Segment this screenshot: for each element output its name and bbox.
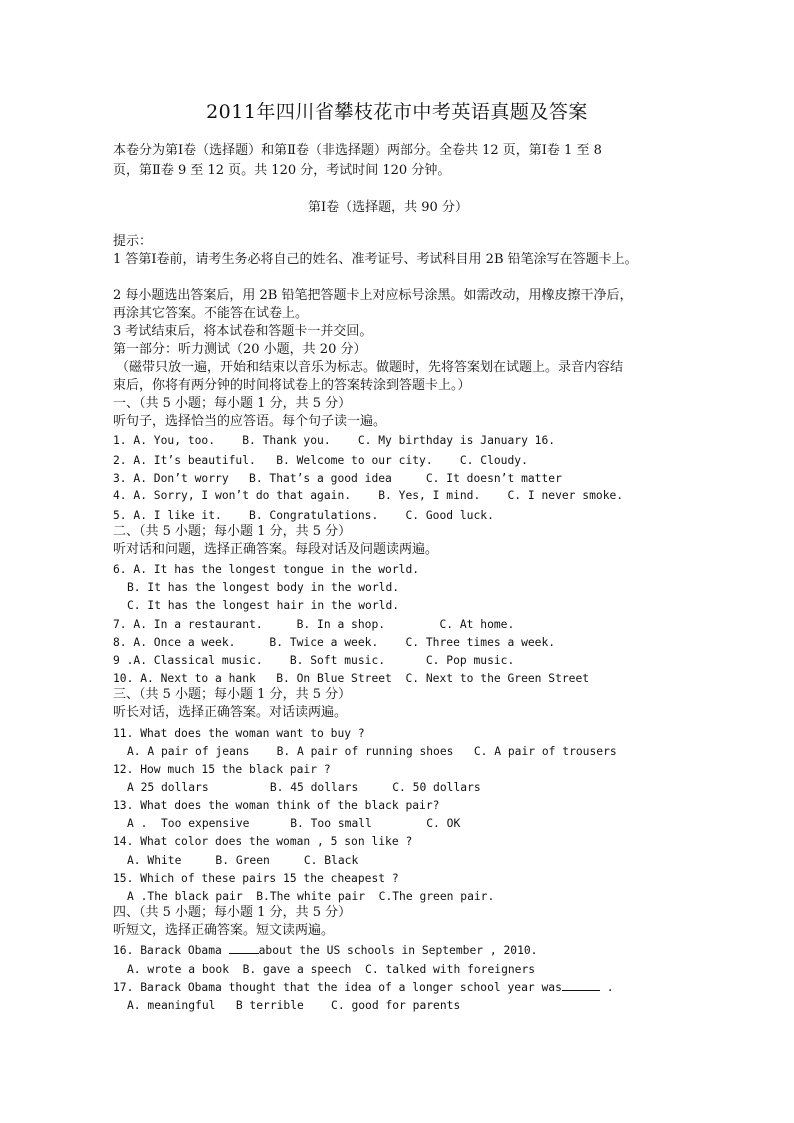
question-4: 4. A. Sorry, I won’t do that again. B. Yes, I mind. C. I never smoke. bbox=[113, 489, 624, 502]
section-3-instruction: 听长对话，选择正确答案。对话读两遍。 bbox=[113, 705, 348, 720]
question-8: 8. A. Once a week. B. Twice a week. C. Three times a week. bbox=[113, 636, 556, 649]
question-15-options: A .The black pair B.The white pair C.The green pair. bbox=[127, 890, 495, 903]
part-1-heading: 第一部分：听力测试（20 小题，共 20 分） bbox=[113, 342, 367, 357]
question-7: 7. A. In a restaurant. B. In a shop. C. At home. bbox=[113, 618, 515, 631]
intro-line-2: 页，第Ⅱ卷 9 至 12 页。共 120 分，考试时间 120 分钟。 bbox=[113, 163, 451, 178]
question-11-options: A. A pair of jeans B. A pair of running shoes C. A pair of trousers bbox=[127, 745, 617, 758]
question-9: 9 .A. Classical music. B. Soft music. C. Pop music. bbox=[113, 654, 515, 667]
question-1: 1. A. You, too. B. Thank you. C. My birthday is January 16. bbox=[113, 434, 556, 447]
question-12-options: A 25 dollars B. 45 dollars C. 50 dollars bbox=[127, 781, 481, 794]
question-16-stem-end: about the US schools in September , 2010. bbox=[258, 944, 538, 957]
section-2-instruction: 听对话和问题，选择正确答案。每段对话及问题读两遍。 bbox=[113, 542, 439, 557]
question-11: 11. What does the woman want to buy ? bbox=[113, 727, 365, 740]
section-1-heading: 一、（共 5 小题；每小题 1 分，共 5 分） bbox=[113, 396, 352, 411]
tip-1: 1 答第Ⅰ卷前，请考生务必将自己的姓名、准考证号、考试科目用 2B 铅笔涂写在答题卡上。 bbox=[113, 252, 638, 267]
section-1-instruction: 听句子，选择恰当的应答语。每个句子读一遍。 bbox=[113, 414, 387, 429]
question-15: 15. Which of these pairs 15 the cheapest ? bbox=[113, 872, 399, 885]
question-13: 13. What does the woman think of the black pair? bbox=[113, 799, 440, 812]
question-6-option-b: B. It has the longest body in the world. bbox=[127, 581, 400, 594]
question-13-options: A . Too expensive B. Too small C. OK bbox=[127, 817, 461, 830]
answer-blank bbox=[562, 980, 600, 991]
question-17-options: A. meaningful B terrible C. good for parents bbox=[127, 999, 461, 1012]
intro-line-1: 本卷分为第Ⅰ卷（选择题）和第Ⅱ卷（非选择题）两部分。全卷共 12 页，第Ⅰ卷 1 至 8 bbox=[113, 143, 602, 158]
question-2: 2. A. It’s beautiful. B. Welcome to our city. C. Cloudy. bbox=[113, 454, 528, 467]
question-16-stem-start: 16. Barack Obama bbox=[113, 944, 229, 957]
tips-label: 提示： bbox=[113, 234, 153, 249]
section-4-instruction: 听短文，选择正确答案。短文读两遍。 bbox=[113, 923, 335, 938]
question-17-stem-end: . bbox=[599, 981, 614, 994]
intro-paragraph bbox=[113, 141, 683, 181]
question-10: 10. A. Next to a hank B. On Blue Street C. Next to the Green Street bbox=[113, 672, 590, 685]
question-17 bbox=[113, 980, 614, 996]
question-16-options: A. wrote a book B. gave a speech C. talked with foreigners bbox=[127, 963, 536, 976]
question-17-stem-start: 17. Barack Obama thought that the idea of a longer school year was bbox=[113, 981, 562, 994]
tip-3: 3 考试结束后，将本试卷和答题卡一并交回。 bbox=[113, 324, 373, 339]
question-3: 3. A. Don’t worry B. That’s a good idea C. It doesn’t matter bbox=[113, 472, 562, 485]
tip-2-line-2: 再涂其它答案。不能答在试卷上。 bbox=[113, 306, 309, 321]
section-3-heading: 三、（共 5 小题；每小题 1 分，共 5 分） bbox=[113, 687, 352, 702]
question-6-option-c: C. It has the longest hair in the world. bbox=[127, 599, 400, 612]
question-5: 5. A. I like it. B. Congratulations. C. Good luck. bbox=[113, 509, 494, 522]
section-2-heading: 二、（共 5 小题；每小题 1 分，共 5 分） bbox=[113, 524, 352, 539]
volume-1-heading: 第Ⅰ卷（选择题，共 90 分） bbox=[308, 200, 468, 215]
question-12: 12. How much 15 the black pair ? bbox=[113, 763, 331, 776]
answer-blank bbox=[229, 943, 259, 954]
question-14: 14. What color does the woman , 5 son like ? bbox=[113, 835, 413, 848]
page-title: 2011年四川省攀枝花市中考英语真题及答案 bbox=[206, 101, 588, 123]
section-4-heading: 四、（共 5 小题；每小题 1 分，共 5 分） bbox=[113, 905, 352, 920]
tip-2-line-1: 2 每小题选出答案后，用 2B 铅笔把答题卡上对应标号涂黑。如需改动，用橡皮擦干净后， bbox=[113, 288, 633, 303]
question-14-options: A. White B. Green C. Black bbox=[127, 854, 359, 867]
question-6: 6. A. It has the longest tongue in the world. bbox=[113, 563, 420, 576]
part-1-note-line-2: 束后，你将有两分钟的时间将试卷上的答案转涂到答题卡上。） bbox=[113, 378, 471, 393]
question-16 bbox=[113, 943, 537, 959]
part-1-note-line-1: （磁带只放一遍，开始和结束以音乐为标志。做题时，先将答案划在试题上。录音内容结 bbox=[116, 360, 624, 375]
